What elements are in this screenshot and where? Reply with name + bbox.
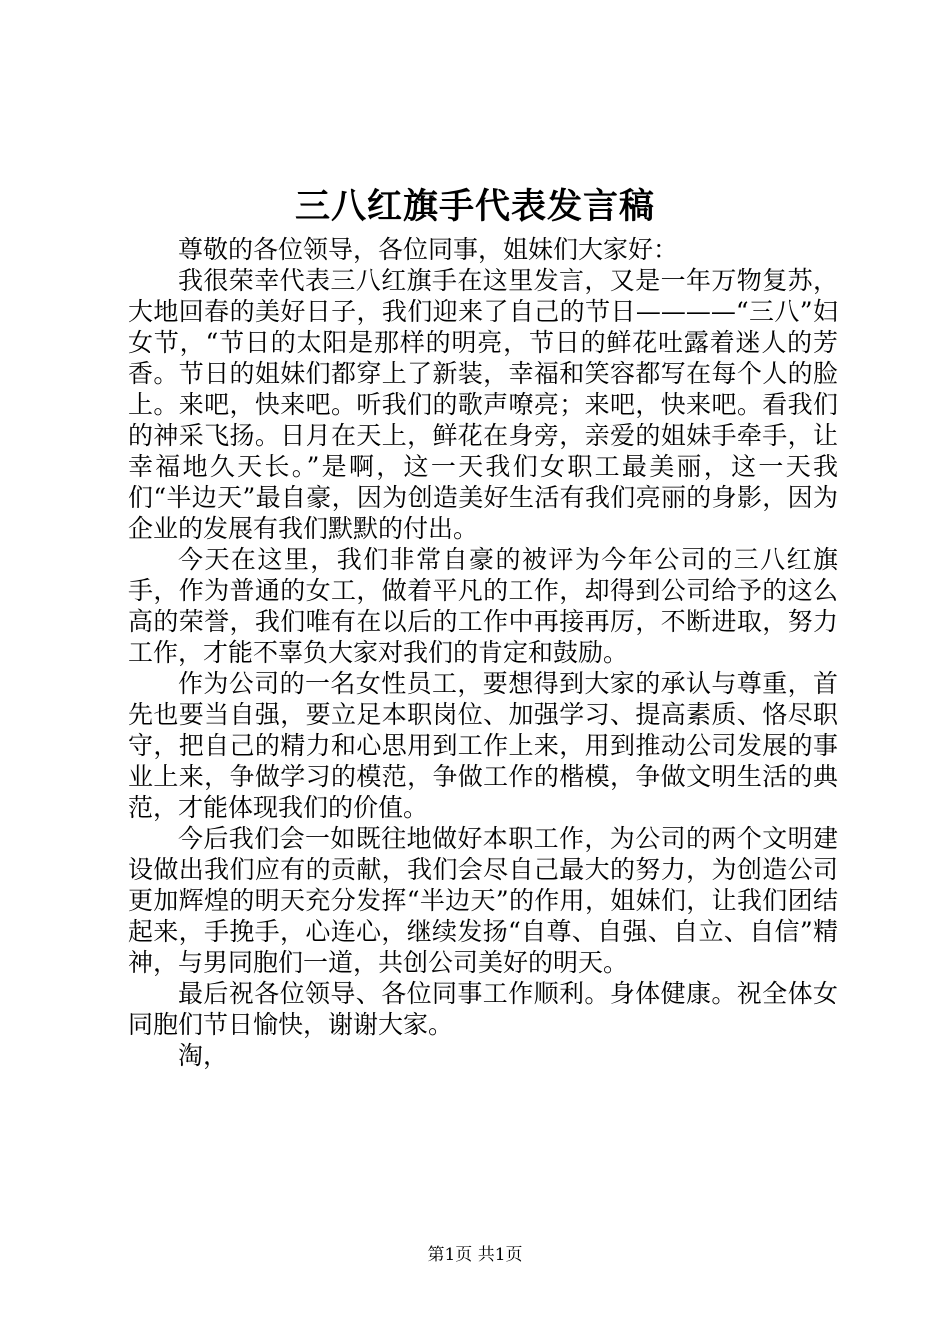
trailing-text: 淘， [178, 1041, 229, 1070]
body-paragraph: 今天在这里，我们非常自豪的被评为今年公司的三八红旗手，作为普通的女工，做着平凡的工作，却得到公司给予的这么高的荣誉，我们唯有在以后的工作中再接再厉，不断进取，努力工作，才能不辜负大家对我们的肯定和鼓励。 [128, 545, 838, 667]
body-paragraph: 我很荣幸代表三八红旗手在这里发言，又是一年万物复苏，大地回春的美好日子，我们迎来了自己的节日————“三八”妇女节，“节日的太阳是那样的明亮，节日的鲜花吐露着迷人的芳香。节日的姐妹们都穿上了新装，幸福和笑容都写在每个人的脸上。来吧，快来吧。听我们的歌声嘹亮；来吧，快来吧。看我们的神采飞扬。日月在天上，鲜花在身旁，亲爱的姐妹手牵手，让幸福地久天长。”是啊，这一天我们女职工最美丽，这一天我们“半边天”最自豪，因为创造美好生活有我们亮丽的身影，因为企业的发展有我们默默的付出。 [128, 266, 838, 543]
document-body [128, 234, 838, 1071]
body-paragraph: 今后我们会一如既往地做好本职工作，为公司的两个文明建设做出我们应有的贡献，我们会尽自己最大的努力，为创造公司更加辉煌的明天充分发挥“半边天”的作用，姐妹们，让我们团结起来，手挽手，心连心，继续发扬“自尊、自强、自立、自信”精神，与男同胞们一道，共创公司美好的明天。 [128, 824, 838, 977]
page-footer: 第1页 共1页 [427, 1245, 523, 1265]
greeting-paragraph: 尊敬的各位领导，各位同事，姐妹们大家好： [178, 235, 679, 264]
body-paragraph: 作为公司的一名女性员工，要想得到大家的承认与尊重，首先也要当自强，要立足本职岗位、加强学习、提高素质、恪尽职守，把自己的精力和心思用到工作上来，用到推动公司发展的事业上来，争做学习的模范，争做工作的楷模，争做文明生活的典范，才能体现我们的价值。 [128, 669, 838, 822]
document-title: 三八红旗手代表发言稿 [294, 186, 655, 227]
closing-paragraph: 最后祝各位领导、各位同事工作顺利。身体健康。祝全体女同胞们节日愉快，谢谢大家。 [128, 979, 838, 1039]
